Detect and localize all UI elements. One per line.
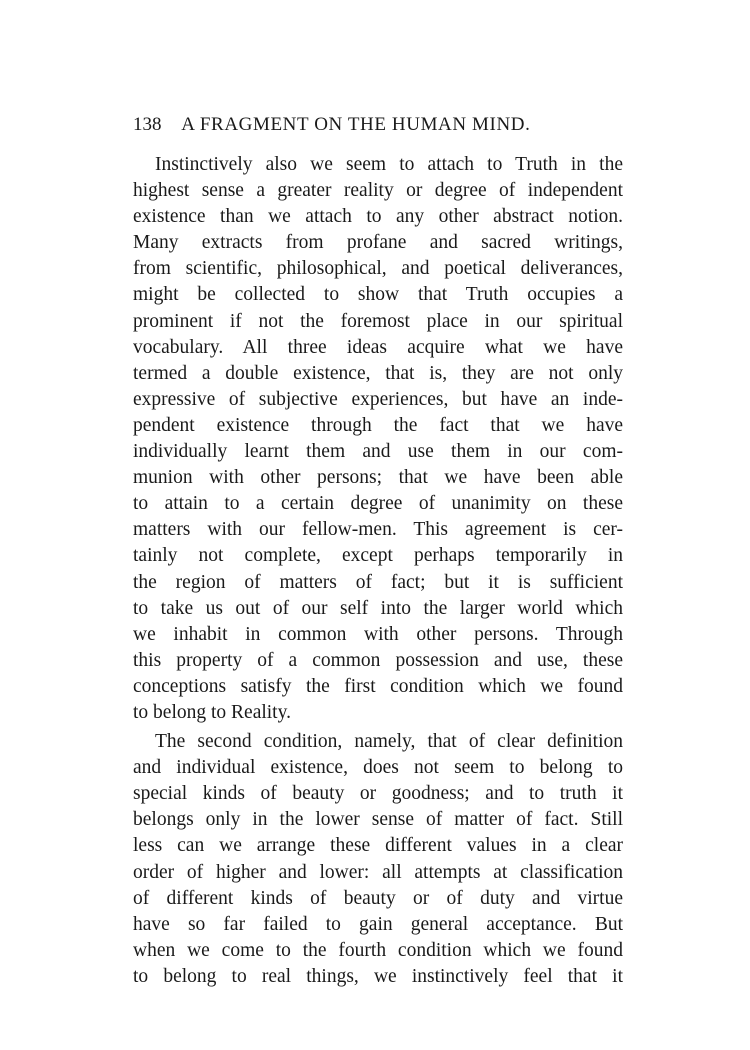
text-line: of different kinds of beauty or of duty and virtue <box>133 887 623 909</box>
text-line: individually learnt them and use them in our com- <box>133 441 623 463</box>
text-line: matters with our fellow-men. This agreement is cer- <box>133 519 623 541</box>
page-number: 138 <box>133 114 162 135</box>
text-line: expressive of subjective experiences, but have an inde- <box>133 388 623 410</box>
paragraph-2 <box>133 729 623 990</box>
text-line: The second condition, namely, that of clear definition <box>155 731 623 753</box>
text-line: to belong to real things, we instinctively feel that it <box>133 965 623 987</box>
text-line: might be collected to show that Truth occupies a <box>133 284 623 306</box>
text-line: we inhabit in common with other persons. Through <box>133 623 623 645</box>
text-line: this property of a common possession and use, these <box>133 649 623 671</box>
running-head <box>133 112 623 138</box>
text-line: Many extracts from profane and sacred writings, <box>133 232 623 254</box>
text-line: existence than we attach to any other abstract notion. <box>133 206 623 228</box>
text-line: Instinctively also we seem to attach to Truth in the <box>155 154 623 175</box>
text-line: termed a double existence, that is, they are not only <box>133 362 623 384</box>
paragraph-1 <box>133 152 623 726</box>
text-line: have so far failed to gain general acceptance. But <box>133 913 623 935</box>
running-title: A FRAGMENT ON THE HUMAN MIND. <box>181 114 531 135</box>
text-line: belongs only in the lower sense of matter of fact. Still <box>133 809 623 831</box>
text-line: the region of matters of fact; but it is sufficient <box>133 571 623 593</box>
text-line: pendent existence through the fact that we have <box>133 414 623 436</box>
text-line: less can we arrange these different values in a clear <box>133 835 623 857</box>
text-line: tainly not complete, except perhaps temporarily in <box>133 545 623 567</box>
text-line: to attain to a certain degree of unanimity on these <box>133 493 623 515</box>
text-line: special kinds of beauty or goodness; and to truth it <box>133 783 623 805</box>
text-line: highest sense a greater reality or degree of independent <box>133 180 623 202</box>
text-line: and individual existence, does not seem to belong to <box>133 757 623 779</box>
text-line: conceptions satisfy the first condition which we found <box>133 675 623 697</box>
text-line: vocabulary. All three ideas acquire what we have <box>133 336 623 358</box>
text-line: to take us out of our self into the larger world which <box>133 597 623 619</box>
text-line: order of higher and lower: all attempts at classification <box>133 861 623 883</box>
text-line: prominent if not the foremost place in our spiritual <box>133 310 623 332</box>
text-line: to belong to Reality. <box>133 701 291 723</box>
text-line: from scientific, philosophical, and poetical deliverances, <box>133 258 623 280</box>
text-line: when we come to the fourth condition which we found <box>133 939 623 961</box>
body-text <box>133 152 623 990</box>
text-line: munion with other persons; that we have been able <box>133 467 623 489</box>
